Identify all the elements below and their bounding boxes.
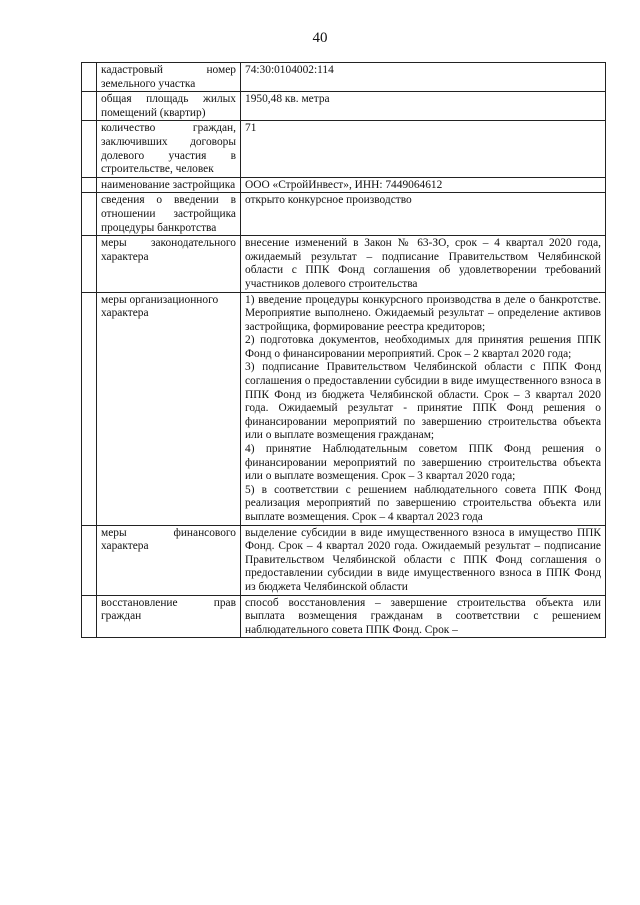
table-row — [82, 525, 606, 595]
row-value: 1950,48 кв. метра — [241, 92, 606, 121]
list-item: 3) подписание Правительством Челябинской области с ППК Фонд соглашения о предоставлении субсидии в виде имущественного взноса в ППК Фонд из бюджета Челябинской области. Срок – 3 квартал 2020 года. Ожидаемый результат - принятие ППК Фонд решения о финансировании мероприятий по завершению строительства объекта или о выплате возмещения гражданам; — [245, 361, 601, 442]
table-row — [82, 193, 606, 236]
table-row — [82, 121, 606, 177]
list-item: 1) введение процедуры конкурсного производства в деле о банкротстве. Мероприятие выполнено. Ожидаемый результат – определение активов застройщика, формирование реестра кредиторов; — [245, 293, 601, 333]
index-cell — [82, 92, 97, 121]
index-cell — [82, 177, 97, 193]
list-item: 5) в соответствии с решением наблюдательного совета ППК Фонд реализация мероприятий по завершению строительства объекта или выплате возмещения. Срок – 4 квартал 2023 года — [245, 483, 601, 523]
index-cell — [82, 193, 97, 236]
index-cell — [82, 121, 97, 177]
row-value: способ восстановления – завершение строительства объекта или выплата возмещения гражданам в соответствии с решением наблюдательного совета ППК Фонд. Срок – — [241, 595, 606, 638]
row-label: меры организационного характера — [97, 292, 241, 525]
table-row — [82, 177, 606, 193]
row-label: наименование застройщика — [97, 177, 241, 193]
row-label: количество граждан, заключивших договоры долевого участия в строительстве, человек — [97, 121, 241, 177]
row-value: открыто конкурсное производство — [241, 193, 606, 236]
row-value: 71 — [241, 121, 606, 177]
row-value: ООО «СтройИнвест», ИНН: 7449064612 — [241, 177, 606, 193]
table-row — [82, 595, 606, 638]
table-row — [82, 63, 606, 92]
index-cell — [82, 525, 97, 595]
index-cell — [82, 63, 97, 92]
list-item: 4) принятие Наблюдательным советом ППК Фонд решения о финансировании мероприятий по завершению строительства объекта или о выплате возмещения. Срок – 3 квартал 2020 года; — [245, 443, 601, 483]
index-cell — [82, 292, 97, 525]
table-row — [82, 292, 606, 525]
table-row — [82, 236, 606, 292]
table-row — [82, 92, 606, 121]
row-label: восстановление прав граждан — [97, 595, 241, 638]
index-cell — [82, 236, 97, 292]
index-cell — [82, 595, 97, 638]
list-item: 2) подготовка документов, необходимых для принятия решения ППК Фонд о финансировании мероприятий. Срок – 2 квартал 2020 года; — [245, 334, 601, 360]
row-label: сведения о введении в отношении застройщика процедуры банкротства — [97, 193, 241, 236]
row-value: внесение изменений в Закон № 63-ЗО, срок – 4 квартал 2020 года, ожидаемый результат – подписание Правительством Челябинской области с ППК Фонд соглашения об удовлетворении требований участников долевого строительства — [241, 236, 606, 292]
row-label: меры финансового характера — [97, 525, 241, 595]
object-info-table — [81, 62, 606, 638]
page-number: 40 — [312, 30, 328, 46]
row-label: меры законодательного характера — [97, 236, 241, 292]
row-value — [241, 292, 606, 525]
row-label: кадастровый номер земельного участка — [97, 63, 241, 92]
row-value: 74:30:0104002:114 — [241, 63, 606, 92]
row-value: выделение субсидии в виде имущественного взноса в имущество ППК Фонд. Срок – 4 квартал 2020 года. Ожидаемый результат – подписание Правительством Челябинской области с ППК Фонд соглашения о предоставлении субсидии в виде имущественного взноса в ППК Фонд из бюджета Челябинской области — [241, 525, 606, 595]
row-label: общая площадь жилых помещений (квартир) — [97, 92, 241, 121]
